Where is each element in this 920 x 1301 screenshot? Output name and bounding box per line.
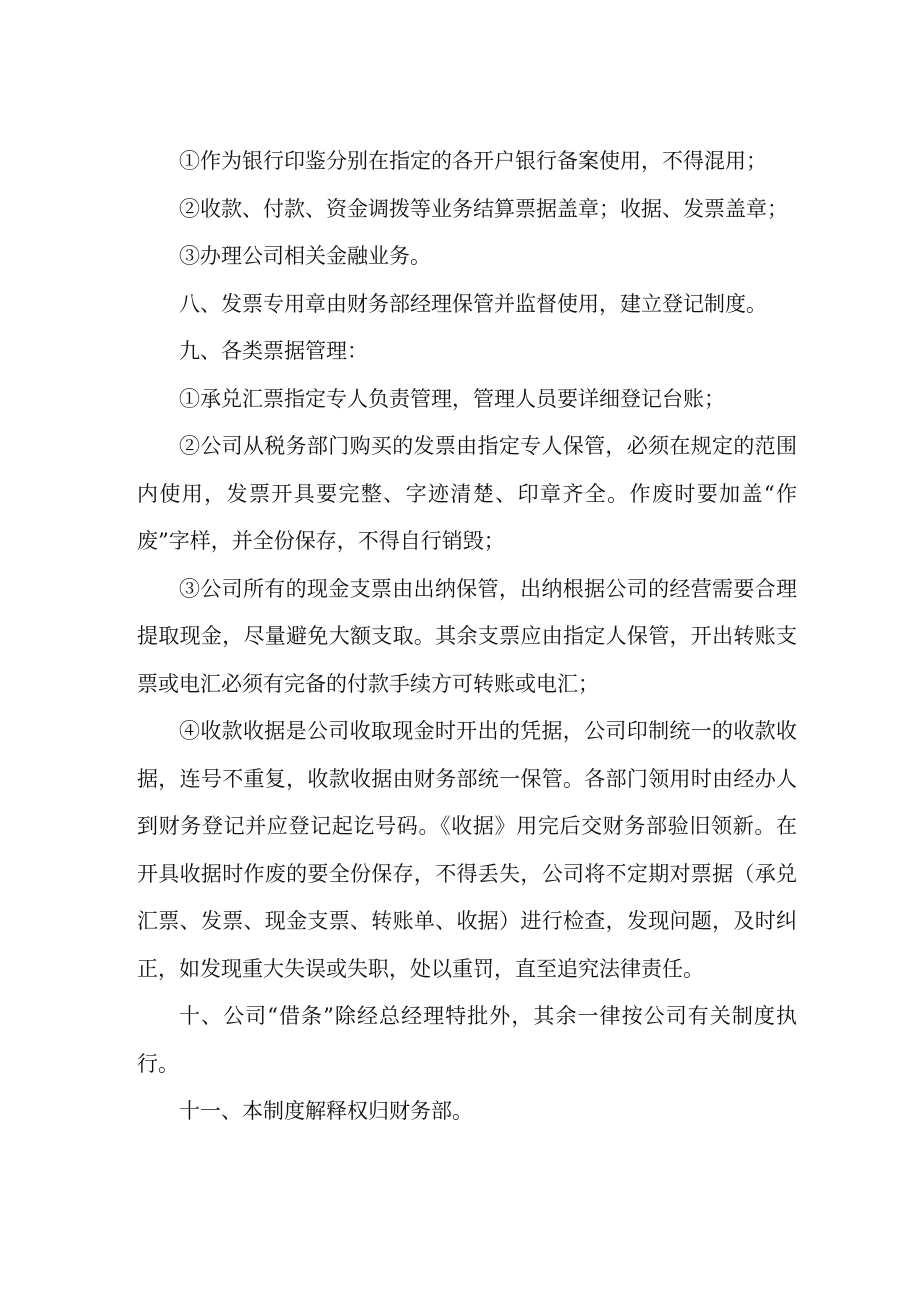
paragraph-bill-management-heading: 九、各类票据管理： (179, 339, 368, 363)
paragraph-tax-invoice: ②公司从税务部门购买的发票由指定专人保管，必须在规定的范围内使用，发票开具要完整、字迹清楚、印章齐全。作废时要加盖“作废”字样，并全份保存，不得自行销毁； (137, 434, 797, 553)
document-body (137, 138, 797, 1136)
paragraph-cash-check: ③公司所有的现金支票由出纳保管，出纳根据公司的经营需要合理提取现金，尽量避免大额支取。其余支票应由指定人保管，开出转账支票或电汇必须有完备的付款手续方可转账或电汇； (137, 576, 797, 696)
paragraph-invoice-seal: 八、发票专用章由财务部经理保管并监督使用，建立登记制度。 (179, 291, 767, 316)
paragraph-settlement-stamping: ②收款、付款、资金调拨等业务结算票据盖章；收据、发票盖章； (179, 196, 788, 221)
paragraph-bank-seal-usage: ①作为银行印鉴分别在指定的各开户银行备案使用，不得混用； (179, 149, 767, 173)
paragraph-iou: 十、公司“借条”除经总经理特批外，其余一律按公司有关制度执行。 (137, 1004, 797, 1076)
paragraph-interpretation: 十一、本制度解释权归财务部。 (179, 1099, 473, 1123)
paragraph-acceptance-bill: ①承兑汇票指定专人负责管理，管理人员要详细登记台账； (179, 386, 725, 411)
paragraph-financial-business: ③办理公司相关金融业务。 (179, 244, 431, 268)
paragraph-receipt: ④收款收据是公司收取现金时开出的凭据，公司印制统一的收款收据，连号不重复，收款收据由财务部统一保管。各部门领用时由经办人到财务登记并应登记起讫号码。《收据》用完后交财务部验旧领新。在开具收据时作废的要全份保存，不得丢失，公司将不定期对票据（承兑汇票、发票、现金支票、转账单、收据）进行检查，发现问题，及时纠正，如发现重大失误或失职，处以重罚，直至追究法律责任。 (137, 719, 797, 981)
